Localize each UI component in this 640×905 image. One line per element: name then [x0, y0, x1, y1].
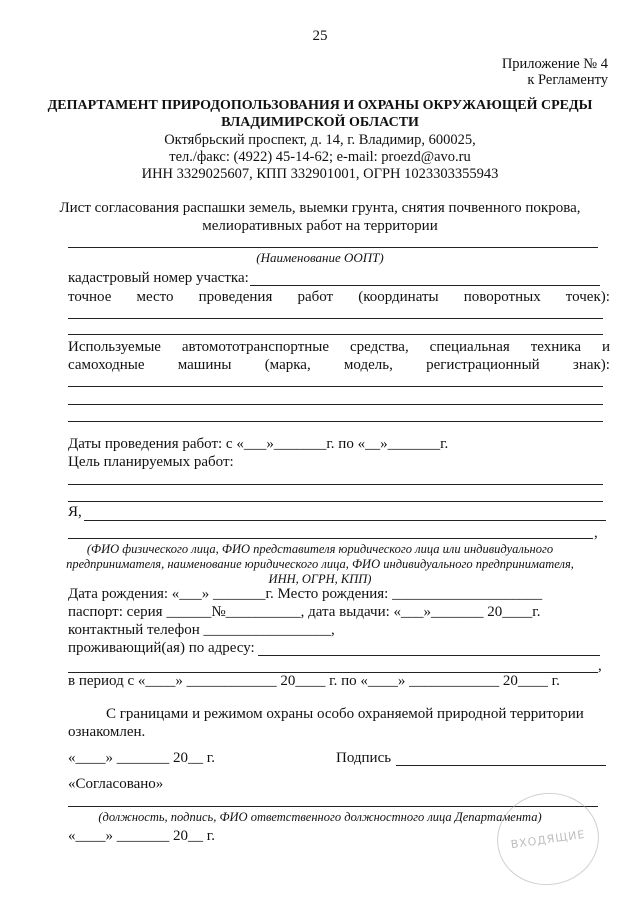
vehicles-field-1[interactable]	[68, 386, 603, 387]
applicant-caption-3: ИНН, ОГРН, КПП)	[268, 572, 372, 586]
dept-address: Октябрьский проспект, д. 14, г. Владимир, 600025,	[164, 132, 476, 148]
applicant-field-2[interactable]	[68, 538, 593, 539]
stamp-text: ВХОДЯЩИЕ	[509, 827, 587, 851]
purpose-field-2[interactable]	[68, 501, 603, 502]
location-word: проведения	[198, 289, 273, 305]
vehicles-word: средства,	[349, 339, 409, 355]
dept-title-line1: ДЕПАРТАМЕНТ ПРИРОДОПОЛЬЗОВАНИЯ И ОХРАНЫ ОКРУЖАЮЩЕЙ СРЕДЫ	[47, 98, 593, 113]
vehicles-field-2[interactable]	[68, 404, 603, 405]
appendix-line1: Приложение № 4	[501, 56, 608, 72]
appendix-line2: к Регламенту	[527, 72, 608, 88]
location-field-2[interactable]	[68, 334, 603, 335]
cadastral-field[interactable]	[250, 285, 600, 286]
signature-field[interactable]	[396, 765, 606, 766]
vehicles-word: модель,	[343, 357, 393, 373]
residence-label: проживающий(ая) по адресу:	[68, 640, 255, 656]
location-word: точное	[68, 289, 112, 305]
incoming-stamp	[491, 786, 605, 891]
vehicles-label-line1	[68, 339, 610, 356]
vehicles-word: машины	[177, 357, 232, 373]
vehicles-label-line2	[68, 357, 610, 374]
applicant-comma: ,	[594, 525, 598, 541]
applicant-caption-1: (ФИО физического лица, ФИО представителя юридического лица или индивидуального	[86, 542, 554, 556]
passport-field[interactable]: паспорт: серия ______№__________, дата выдачи: «___»_______ 20____г.	[68, 604, 541, 620]
birth-date-field[interactable]: Дата рождения: «___» _______г. Место рождения: ____________________	[68, 586, 543, 602]
period-field[interactable]: в период с «____» ____________ 20____ г. по «____» ____________ 20____ г.	[68, 673, 560, 689]
dept-title-line2: ВЛАДИМИРСКОЙ ОБЛАСТИ	[221, 115, 419, 130]
residence-comma: ,	[598, 658, 602, 674]
vehicles-word: и	[601, 339, 610, 355]
location-word: место	[136, 289, 174, 305]
oopt-name-line[interactable]	[68, 247, 598, 248]
oopt-caption: (Наименование ООПТ)	[256, 250, 384, 265]
location-label	[68, 289, 610, 306]
vehicles-word: автомототранспортные	[181, 339, 330, 355]
dept-contacts: тел./факс: (4922) 45-14-62; e-mail: proezd@avo.ru	[169, 149, 471, 165]
acquainted-line1: С границами и режимом охраны особо охраняемой природной территории	[106, 706, 584, 722]
location-word: работ	[297, 289, 334, 305]
doc-title-line1: Лист согласования распашки земель, выемки грунта, снятия почвенного покрова,	[59, 200, 581, 216]
official-caption: (должность, подпись, ФИО ответственного должностного лица Департамента)	[98, 810, 542, 824]
vehicles-word: техника	[530, 339, 581, 355]
applicant-field-1[interactable]	[84, 520, 606, 521]
vehicles-word: самоходные	[68, 357, 145, 373]
location-field-1[interactable]	[68, 318, 603, 319]
sign-date-field[interactable]: «____» _______ 20__ г.	[68, 750, 215, 766]
purpose-label: Цель планируемых работ:	[68, 454, 234, 470]
vehicles-word: (марка,	[264, 357, 311, 373]
vehicles-word: регистрационный	[426, 357, 540, 373]
purpose-field-1[interactable]	[68, 484, 603, 485]
work-dates-label[interactable]: Даты проведения работ: с «___»_______г. по «__»_______г.	[68, 436, 449, 452]
location-word: точек):	[565, 289, 610, 305]
applicant-label: Я,	[68, 504, 82, 520]
vehicles-word: специальная	[429, 339, 510, 355]
vehicles-word: Используемые	[68, 339, 161, 355]
acquainted-line2: ознакомлен.	[68, 724, 146, 740]
location-word: (координаты	[358, 289, 439, 305]
final-date-field[interactable]: «____» _______ 20__ г.	[68, 828, 215, 844]
agreed-label: «Согласовано»	[68, 776, 164, 792]
residence-field-1[interactable]	[258, 655, 600, 656]
phone-field[interactable]: контактный телефон _________________,	[68, 622, 335, 638]
cadastral-label: кадастровый номер участка:	[68, 270, 249, 286]
vehicles-word: знак):	[572, 357, 610, 373]
doc-title-line2: мелиоративных работ на территории	[202, 218, 438, 234]
dept-ids: ИНН 3329025607, КПП 332901001, ОГРН 1023303355943	[141, 166, 499, 182]
vehicles-field-3[interactable]	[68, 421, 603, 422]
applicant-caption-2: предпринимателя, наименование юридического лица, ФИО индивидуального предпринимателя,	[66, 557, 574, 571]
location-word: поворотных	[463, 289, 541, 305]
signature-label: Подпись	[336, 750, 392, 766]
page-number: 25	[312, 28, 328, 44]
